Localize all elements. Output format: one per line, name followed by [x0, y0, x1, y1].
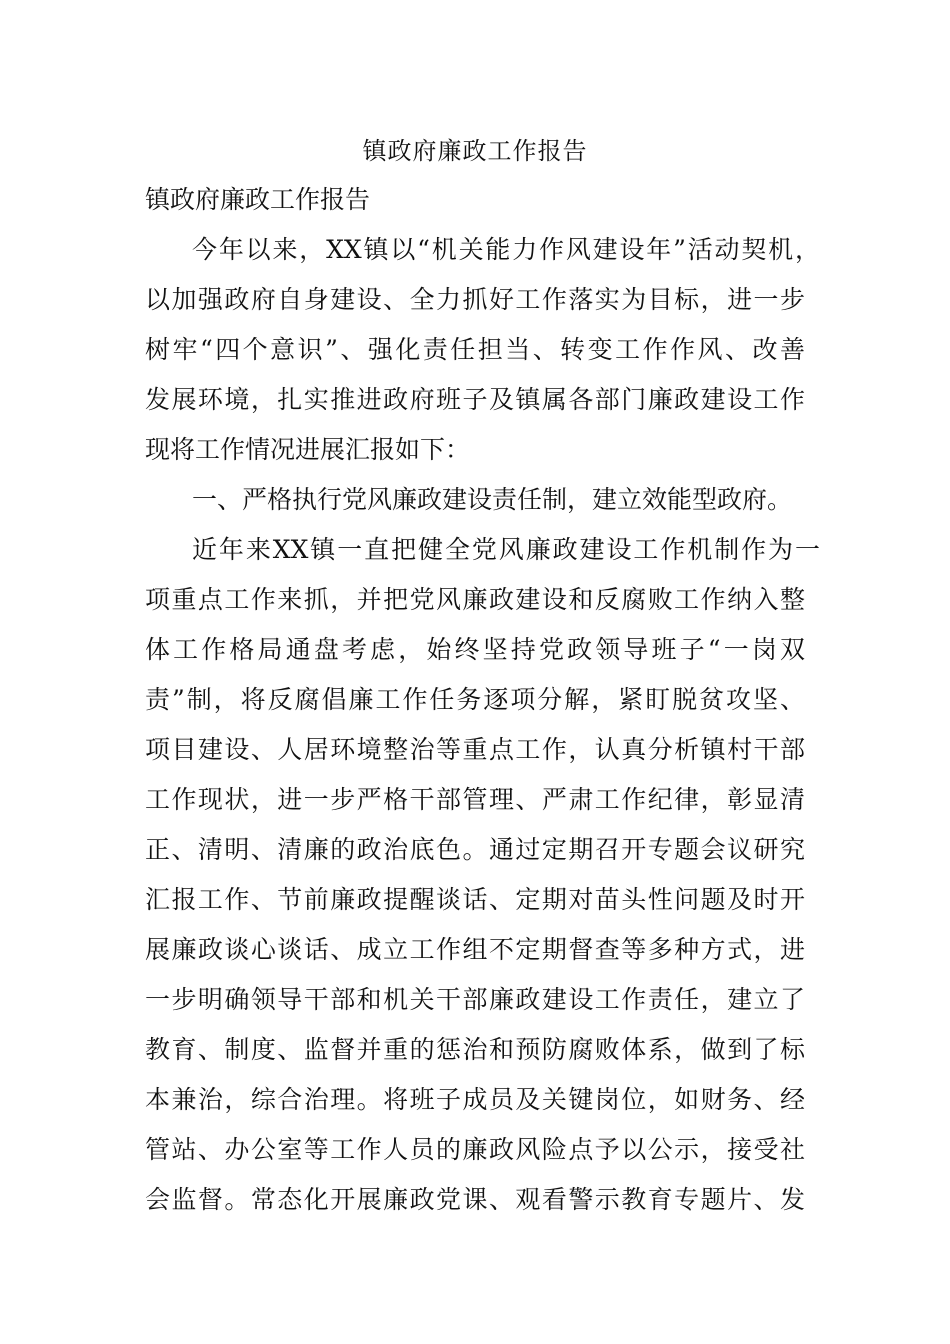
text-line-4: 发展环境，扎实推进政府班子及镇属各部门廉政建设工作: [145, 385, 805, 414]
text-line-1: 今年以来，XX镇以“机关能力作风建设年”活动契机，: [192, 235, 820, 264]
subtitle-line: 镇政府廉政工作报告: [145, 185, 371, 214]
text-line-19: 管站、办公室等工作人员的廉政风险点予以公示，接受社: [145, 1135, 805, 1164]
text-line-11: 项目建设、人居环境整治等重点工作，认真分析镇村干部: [145, 735, 805, 764]
text-line-14: 汇报工作、节前廉政提醒谈话、定期对苗头性问题及时开: [145, 885, 805, 914]
text-line-5: 现将工作情况进展汇报如下：: [145, 435, 471, 464]
text-line-15: 展廉政谈心谈话、成立工作组不定期督查等多种方式，进: [145, 935, 805, 964]
text-line-8: 项重点工作来抓，并把党风廉政建设和反腐败工作纳入整: [145, 585, 805, 614]
text-line-17: 教育、制度、监督并重的惩治和预防腐败体系，做到了标: [145, 1035, 805, 1064]
section-heading-1: 一、严格执行党风廉政建设责任制，建立效能型政府。: [192, 485, 793, 514]
document-title: 镇政府廉政工作报告: [362, 137, 588, 165]
text-line-2: 以加强政府自身建设、全力抓好工作落实为目标，进一步: [145, 285, 805, 314]
text-line-16: 一步明确领导干部和机关干部廉政建设工作责任，建立了: [145, 985, 805, 1014]
text-line-12: 工作现状，进一步严格干部管理、严肃工作纪律，彰显清: [145, 785, 805, 814]
text-line-7: 近年来XX镇一直把健全党风廉政建设工作机制作为一: [192, 535, 820, 564]
text-line-10: 责”制，将反腐倡廉工作任务逐项分解，紧盯脱贫攻坚、: [145, 685, 805, 714]
text-line-13: 正、清明、清廉的政治底色。通过定期召开专题会议研究: [145, 835, 805, 864]
text-line-18: 本兼治，综合治理。将班子成员及关键岗位，如财务、经: [145, 1085, 805, 1114]
text-line-9: 体工作格局通盘考虑，始终坚持党政领导班子“一岗双: [145, 635, 805, 664]
text-line-3: 树牢“四个意识”、强化责任担当、转变工作作风、改善: [145, 335, 805, 364]
text-line-20: 会监督。常态化开展廉政党课、观看警示教育专题片、发: [145, 1185, 805, 1214]
